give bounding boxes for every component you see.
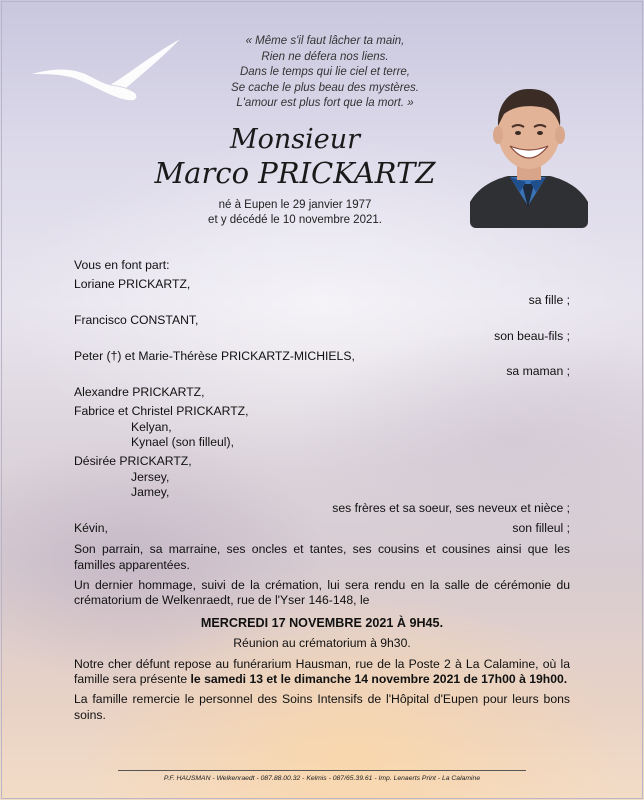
intro-line: Vous en font part: bbox=[74, 258, 170, 272]
death-line: et y décédé le 10 novembre 2021. bbox=[208, 214, 382, 226]
birth-death-dates bbox=[130, 198, 460, 228]
footer-divider bbox=[118, 770, 526, 771]
family-member: Francisco CONSTANT, bbox=[74, 313, 199, 328]
deceased-name: Marco PRICKARTZ bbox=[154, 156, 436, 190]
extended-family: Son parrain, sa marraine, ses oncles et tantes, ses cousins et cousines ainsi que les familles apparentées. bbox=[74, 542, 570, 572]
family-member: Désirée PRICKARTZ, bbox=[74, 454, 192, 469]
ceremony-date: MERCREDI 17 NOVEMBRE 2021 À 9H45. bbox=[200, 615, 444, 630]
family-member: Loriane PRICKARTZ, bbox=[74, 277, 191, 292]
family-member: Fabrice et Christel PRICKARTZ, bbox=[74, 404, 249, 419]
poem-line: Se cache le plus beau des mystères. bbox=[231, 81, 419, 94]
family-relation: sa fille ; bbox=[528, 292, 570, 307]
thanks-paragraph: La famille remercie le personnel des Soins Intensifs de l'Hôpital d'Eupen pour leurs bons soins. bbox=[74, 692, 570, 722]
visitation-paragraph bbox=[74, 657, 570, 688]
family-relation: son filleul ; bbox=[512, 521, 570, 536]
family-member: Kévin, bbox=[74, 521, 108, 536]
family-relation: ses frères et sa soeur, ses neveux et nièce ; bbox=[332, 500, 570, 515]
poem-line: Dans le temps qui lie ciel et terre, bbox=[239, 66, 411, 79]
footer-credits: P.F. HAUSMAN - Welkenraedt - 087.88.00.32 - Kelmis - 087/65.39.61 - Imp. Lenaerts Print - La Calamine bbox=[163, 775, 481, 782]
family-member: Alexandre PRICKARTZ, bbox=[74, 384, 205, 399]
family-relation: sa maman ; bbox=[506, 364, 570, 379]
family-child: Jamey, bbox=[131, 485, 170, 500]
funeral-text: Un dernier hommage, suivi de la crémation, lui sera rendu en la salle de cérémonie du crématorium de Welkenraedt, rue de l'Yser 146-148, le bbox=[74, 577, 570, 608]
poem-line: L'amour est plus fort que la mort. » bbox=[236, 97, 414, 110]
poem bbox=[200, 34, 450, 112]
seagull-icon bbox=[30, 36, 182, 106]
godson-row bbox=[74, 521, 570, 537]
family-child: Kynael (son filleul), bbox=[131, 435, 234, 450]
visitation-dates: le samedi 13 et le dimanche 14 novembre 2021 de 17h00 à 19h00. bbox=[190, 671, 568, 686]
family-child: Kelyan, bbox=[131, 419, 172, 434]
family-child: Jersey, bbox=[131, 469, 170, 484]
poem-line: Rien ne défera nos liens. bbox=[261, 50, 389, 63]
poem-line: « Même s'il faut lâcher ta main, bbox=[245, 35, 405, 47]
meeting-time: Réunion au crématorium à 9h30. bbox=[233, 636, 411, 651]
announcement-body bbox=[74, 258, 570, 723]
honorific: Monsieur bbox=[229, 124, 361, 155]
deceased-title bbox=[130, 124, 460, 190]
family-relation: son beau-fils ; bbox=[494, 328, 570, 343]
visitation-text: Notre cher défunt repose au funérarium Hausman, rue de la Poste 2 à La Calamine, où la famille sera présente bbox=[74, 656, 570, 686]
portrait-photo bbox=[470, 80, 588, 228]
birth-line: né à Eupen le 29 janvier 1977 bbox=[218, 199, 372, 211]
family-member: Peter (†) et Marie-Thérèse PRICKARTZ-MICHIELS, bbox=[74, 349, 355, 364]
